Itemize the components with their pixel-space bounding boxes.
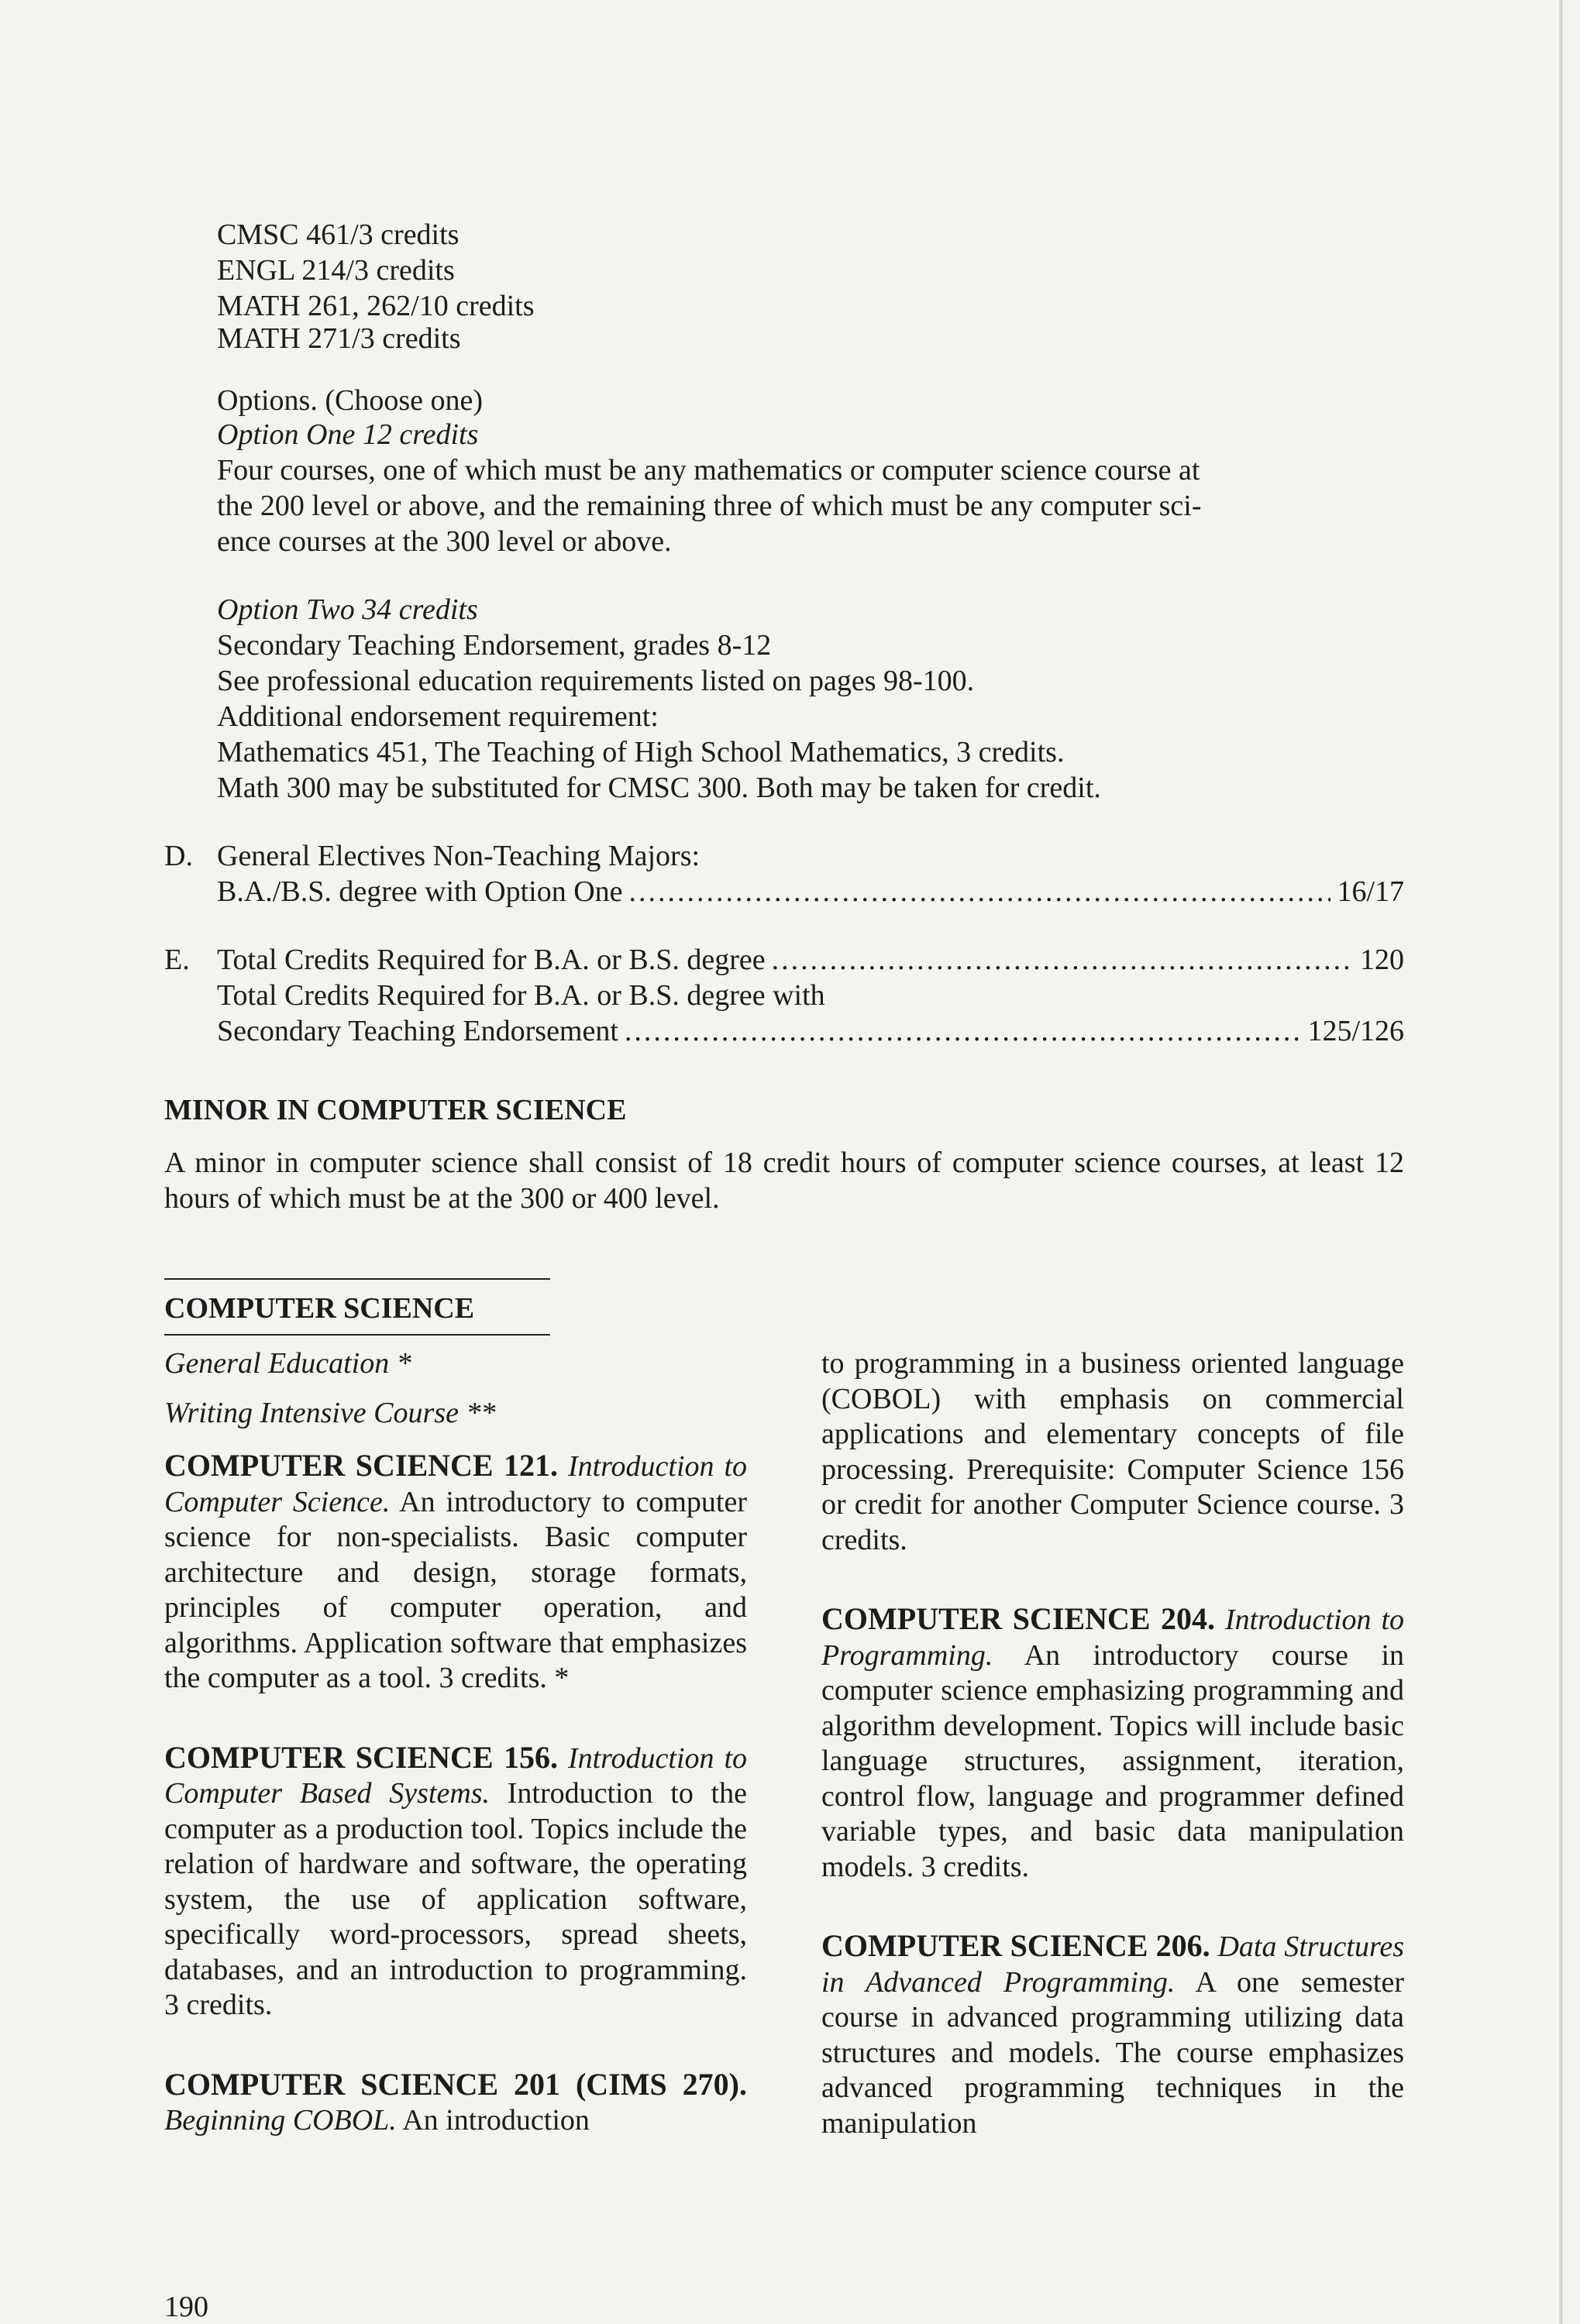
credit-line: MATH 261, 262/10 credits bbox=[217, 290, 535, 322]
course-entry bbox=[164, 2067, 747, 2139]
option-one-line: Four courses, one of which must be any mathematics or computer science course at bbox=[217, 454, 1200, 486]
course-entry bbox=[821, 1601, 1404, 1885]
right-column bbox=[821, 1346, 1404, 2141]
course-title: Introduction to Computer Based Systems. bbox=[164, 1741, 748, 1810]
dot-leader bbox=[772, 942, 1354, 978]
course-title: Introduction to Programming. bbox=[821, 1604, 1405, 1672]
option-one-line: the 200 level or above, and the remaining three of which must be any computer sci- bbox=[217, 490, 1202, 522]
option-one-line: ence courses at the 300 level or above. bbox=[217, 525, 672, 558]
option-two-line: Mathematics 451, The Teaching of High School Mathematics, 3 credits. bbox=[217, 736, 1065, 768]
course-heading: COMPUTER SCIENCE 206. bbox=[821, 1928, 1210, 1963]
course-heading: COMPUTER SCIENCE 121. bbox=[164, 1448, 559, 1483]
catalog-section-title: COMPUTER SCIENCE bbox=[164, 1292, 475, 1325]
course-body: A one semester course in advanced programming utilizing data structures and models. The course emphasizes advanced programming techniques in the manipulation bbox=[821, 1965, 1404, 2140]
left-column bbox=[164, 1346, 747, 2139]
option-two-line: Math 300 may be substituted for CMSC 300. Both may be taken for credit. bbox=[217, 772, 1101, 804]
section-e-letter: E. bbox=[164, 944, 190, 976]
course-heading: COMPUTER SCIENCE 156. bbox=[164, 1739, 559, 1775]
credit-line: ENGL 214/3 credits bbox=[217, 254, 455, 287]
course-heading: COMPUTER SCIENCE 201 (CIMS 270). bbox=[164, 2066, 747, 2102]
section-d-row-value: 16/17 bbox=[1337, 875, 1404, 908]
minor-heading: MINOR IN COMPUTER SCIENCE bbox=[164, 1094, 627, 1126]
section-e-row1-value: 120 bbox=[1360, 944, 1404, 976]
dot-leader bbox=[625, 1013, 1302, 1049]
course-body: An introductory course in computer science emphasizing programming and algorithm development. Topics will include basic language structures, assignment, iteration, control flow, language and programmer defined variable types, and basic data manipulation models. 3 credits. bbox=[821, 1638, 1404, 1883]
section-d-row-label: B.A./B.S. degree with Option One bbox=[217, 875, 623, 908]
course-entry bbox=[164, 1740, 747, 2023]
course-entry bbox=[164, 1448, 747, 1697]
section-top-rule bbox=[164, 1278, 550, 1280]
course-title: Beginning COBOL. bbox=[164, 2104, 397, 2137]
section-bottom-rule bbox=[164, 1334, 550, 1336]
course-body: An introduction bbox=[402, 2104, 590, 2137]
section-d-row bbox=[217, 874, 1404, 909]
page-edge bbox=[1559, 0, 1563, 2324]
option-two-line: See professional education requirements listed on pages 98-100. bbox=[217, 665, 975, 697]
course-continuation: to programming in a business oriented language (COBOL) with emphasis on commercial applications and elementary concepts of file processing. Prerequisite: Computer Science 156 or credit for another Computer Science course. 3 credits. bbox=[821, 1347, 1404, 1556]
section-e-row bbox=[217, 1013, 1404, 1049]
option-two-line: Secondary Teaching Endorsement, grades 8-12 bbox=[217, 629, 772, 662]
section-e-row1-label: Total Credits Required for B.A. or B.S. degree bbox=[217, 944, 766, 976]
page-number: 190 bbox=[164, 2291, 208, 2323]
credit-line: MATH 271/3 credits bbox=[217, 322, 461, 355]
section-e-row2-label: Total Credits Required for B.A. or B.S. degree with bbox=[217, 979, 825, 1012]
course-title: Data Structures in Advanced Programming. bbox=[821, 1930, 1404, 1999]
course-heading: COMPUTER SCIENCE 204. bbox=[821, 1601, 1216, 1636]
credit-line: CMSC 461/3 credits bbox=[217, 218, 460, 251]
option-one-title: Option One 12 credits bbox=[217, 418, 479, 451]
options-heading: Options. (Choose one) bbox=[217, 384, 484, 417]
course-body: An introductory to computer science for non-specialists. Basic computer architecture and design, storage formats, principles of computer operation, and algorithms. Application software that emphasizes the computer as a tool. 3 credits. * bbox=[164, 1485, 747, 1694]
section-e-row3-value: 125/126 bbox=[1307, 1015, 1404, 1047]
section-d-title: General Electives Non-Teaching Majors: bbox=[217, 840, 701, 872]
section-d-letter: D. bbox=[164, 840, 193, 872]
section-e-row3-label: Secondary Teaching Endorsement bbox=[217, 1015, 618, 1047]
minor-text: A minor in computer science shall consist of 18 credit hours of computer science courses, at least 12 hours of which must be at the 300 or 400 level. bbox=[164, 1147, 1404, 1215]
option-two-title: Option Two 34 credits bbox=[217, 593, 478, 626]
dot-leader bbox=[629, 874, 1331, 909]
section-e-row bbox=[217, 942, 1404, 978]
gen-ed-note: General Education * bbox=[164, 1347, 411, 1380]
course-entry bbox=[821, 1928, 1404, 2141]
course-body: Introduction to the computer as a production tool. Topics include the relation of hardware and software, the operating system, the use of application software, specifically word-processors, spread sheets, databases, and an introduction to programming. 3 credits. bbox=[164, 1777, 747, 2021]
writing-note: Writing Intensive Course ** bbox=[164, 1396, 496, 1429]
course-title: Introduction to Computer Science. bbox=[164, 1450, 748, 1518]
option-two-line: Additional endorsement requirement: bbox=[217, 700, 659, 733]
